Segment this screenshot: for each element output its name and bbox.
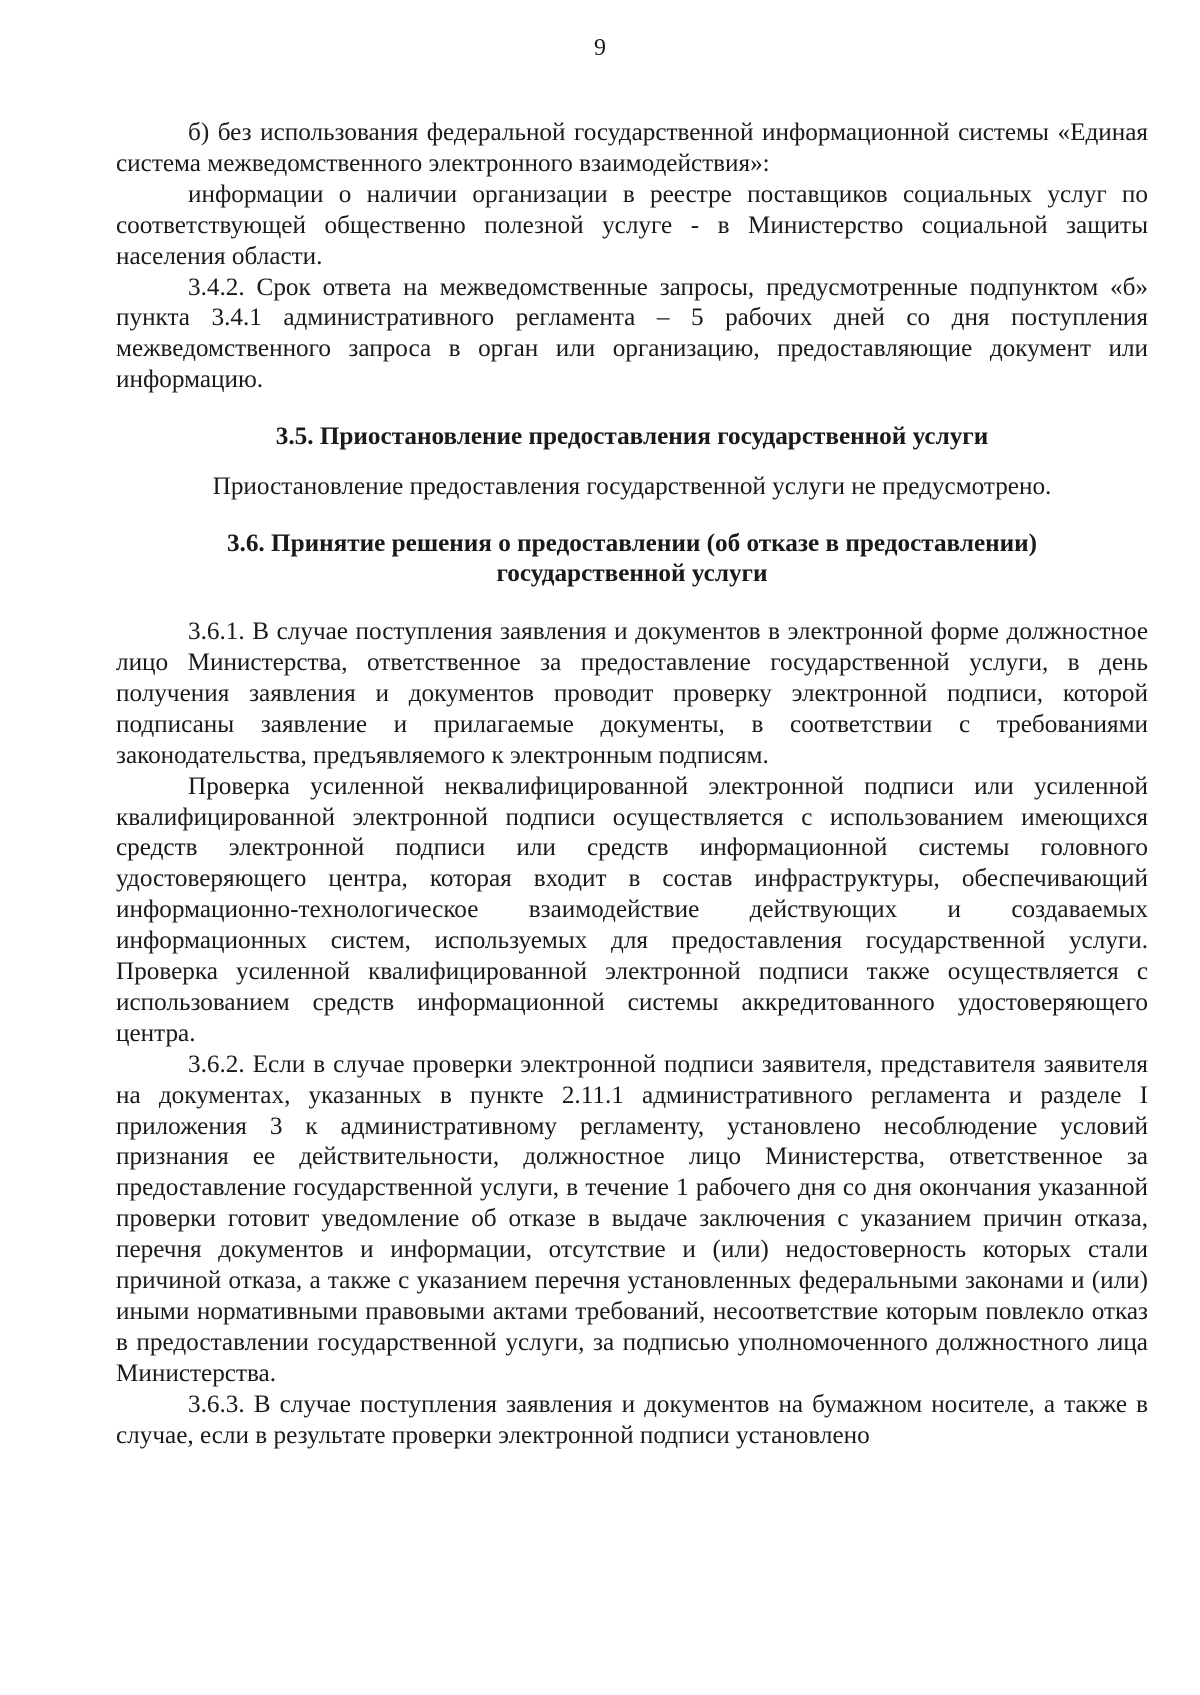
paragraph-b-info: информации о наличии организации в реестре поставщиков социальных услуг по соответствующей общественно полезной услуге - в Министерство социальной защиты населения области. bbox=[116, 180, 1148, 270]
paragraph-signature-check: Проверка усиленной неквалифицированной электронной подписи или усиленной квалифицированной электронной подписи осуществляется с использованием имеющихся средств электронной подписи или средств информационной системы головного удостоверяющего центра, которая входит в состав инфраструктуры, обеспечивающий информационно-технологическое взаимодействие действующих и создаваемых информационных систем, используемых для предоставления государственной услуги. Проверка усиленной квалифицированной электронной подписи также осуществляется с использованием средств информационной системы аккредитованного удостоверяющего центра. bbox=[116, 772, 1148, 1047]
heading-3-6-line1: 3.6. Принятие решения о предоставлении (об отказе в предоставлении) bbox=[226, 530, 1038, 558]
paragraph-b-intro: б) без использования федеральной государственной информационной системы «Единая система межведомственного электронного взаимодействия»: bbox=[116, 119, 1148, 177]
paragraph-3-6-3: 3.6.3. В случае поступления заявления и документов на бумажном носителе, а также в случае, если в результате проверки электронной подписи установлено bbox=[116, 1390, 1148, 1449]
paragraph-3-6-1: 3.6.1. В случае поступления заявления и документов в электронной форме должностное лицо Министерства, ответственное за предоставление государственной услуги, в день получения заявления и документов проводит проверку электронной подписи, которой подписаны заявление и прилагаемые документы, в соответствии с требованиями законодательства, предъявляемого к электронным подписям. bbox=[116, 618, 1148, 769]
paragraph-3-5-text: Приостановление предоставления государственной услуги не предусмотрено. bbox=[212, 473, 1052, 501]
paragraph-3-6-2: 3.6.2. Если в случае проверки электронной подписи заявителя, представителя заявителя на документах, указанных в пункте 2.11.1 административного регламента и разделе I приложения 3 к административному регламенту, установлено несоблюдение условий признания ее действительности, должностное лицо Министерства, ответственное за предоставление государственной услуги, в течение 1 рабочего дня со дня окончания указанной проверки готовит уведомление об отказе в выдаче заключения с указанием причин отказа, перечня документов и информации, отсутствие и (или) недостоверность которых стали причиной отказа, а также с указанием перечня установленных федеральными законами и (или) иными нормативными правовыми актами требований, несоответствие которым повлекло отказ в предоставлении государственной услуги, за подписью уполномоченного должностного лица Министерства. bbox=[116, 1050, 1148, 1387]
heading-3-5: 3.5. Приостановление предоставления государственной услуги bbox=[275, 423, 989, 451]
paragraph-3-4-2: 3.4.2. Срок ответа на межведомственные запросы, предусмотренные подпунктом «б» пункта 3.4.1 административного регламента – 5 рабочих дней со дня поступления межведомственного запроса в орган или организацию, предоставляющие документ или информацию. bbox=[116, 273, 1148, 394]
document-body bbox=[116, 118, 1148, 1452]
page-number: 9 bbox=[594, 35, 606, 61]
heading-3-6-line2: государственной услуги bbox=[496, 560, 768, 588]
